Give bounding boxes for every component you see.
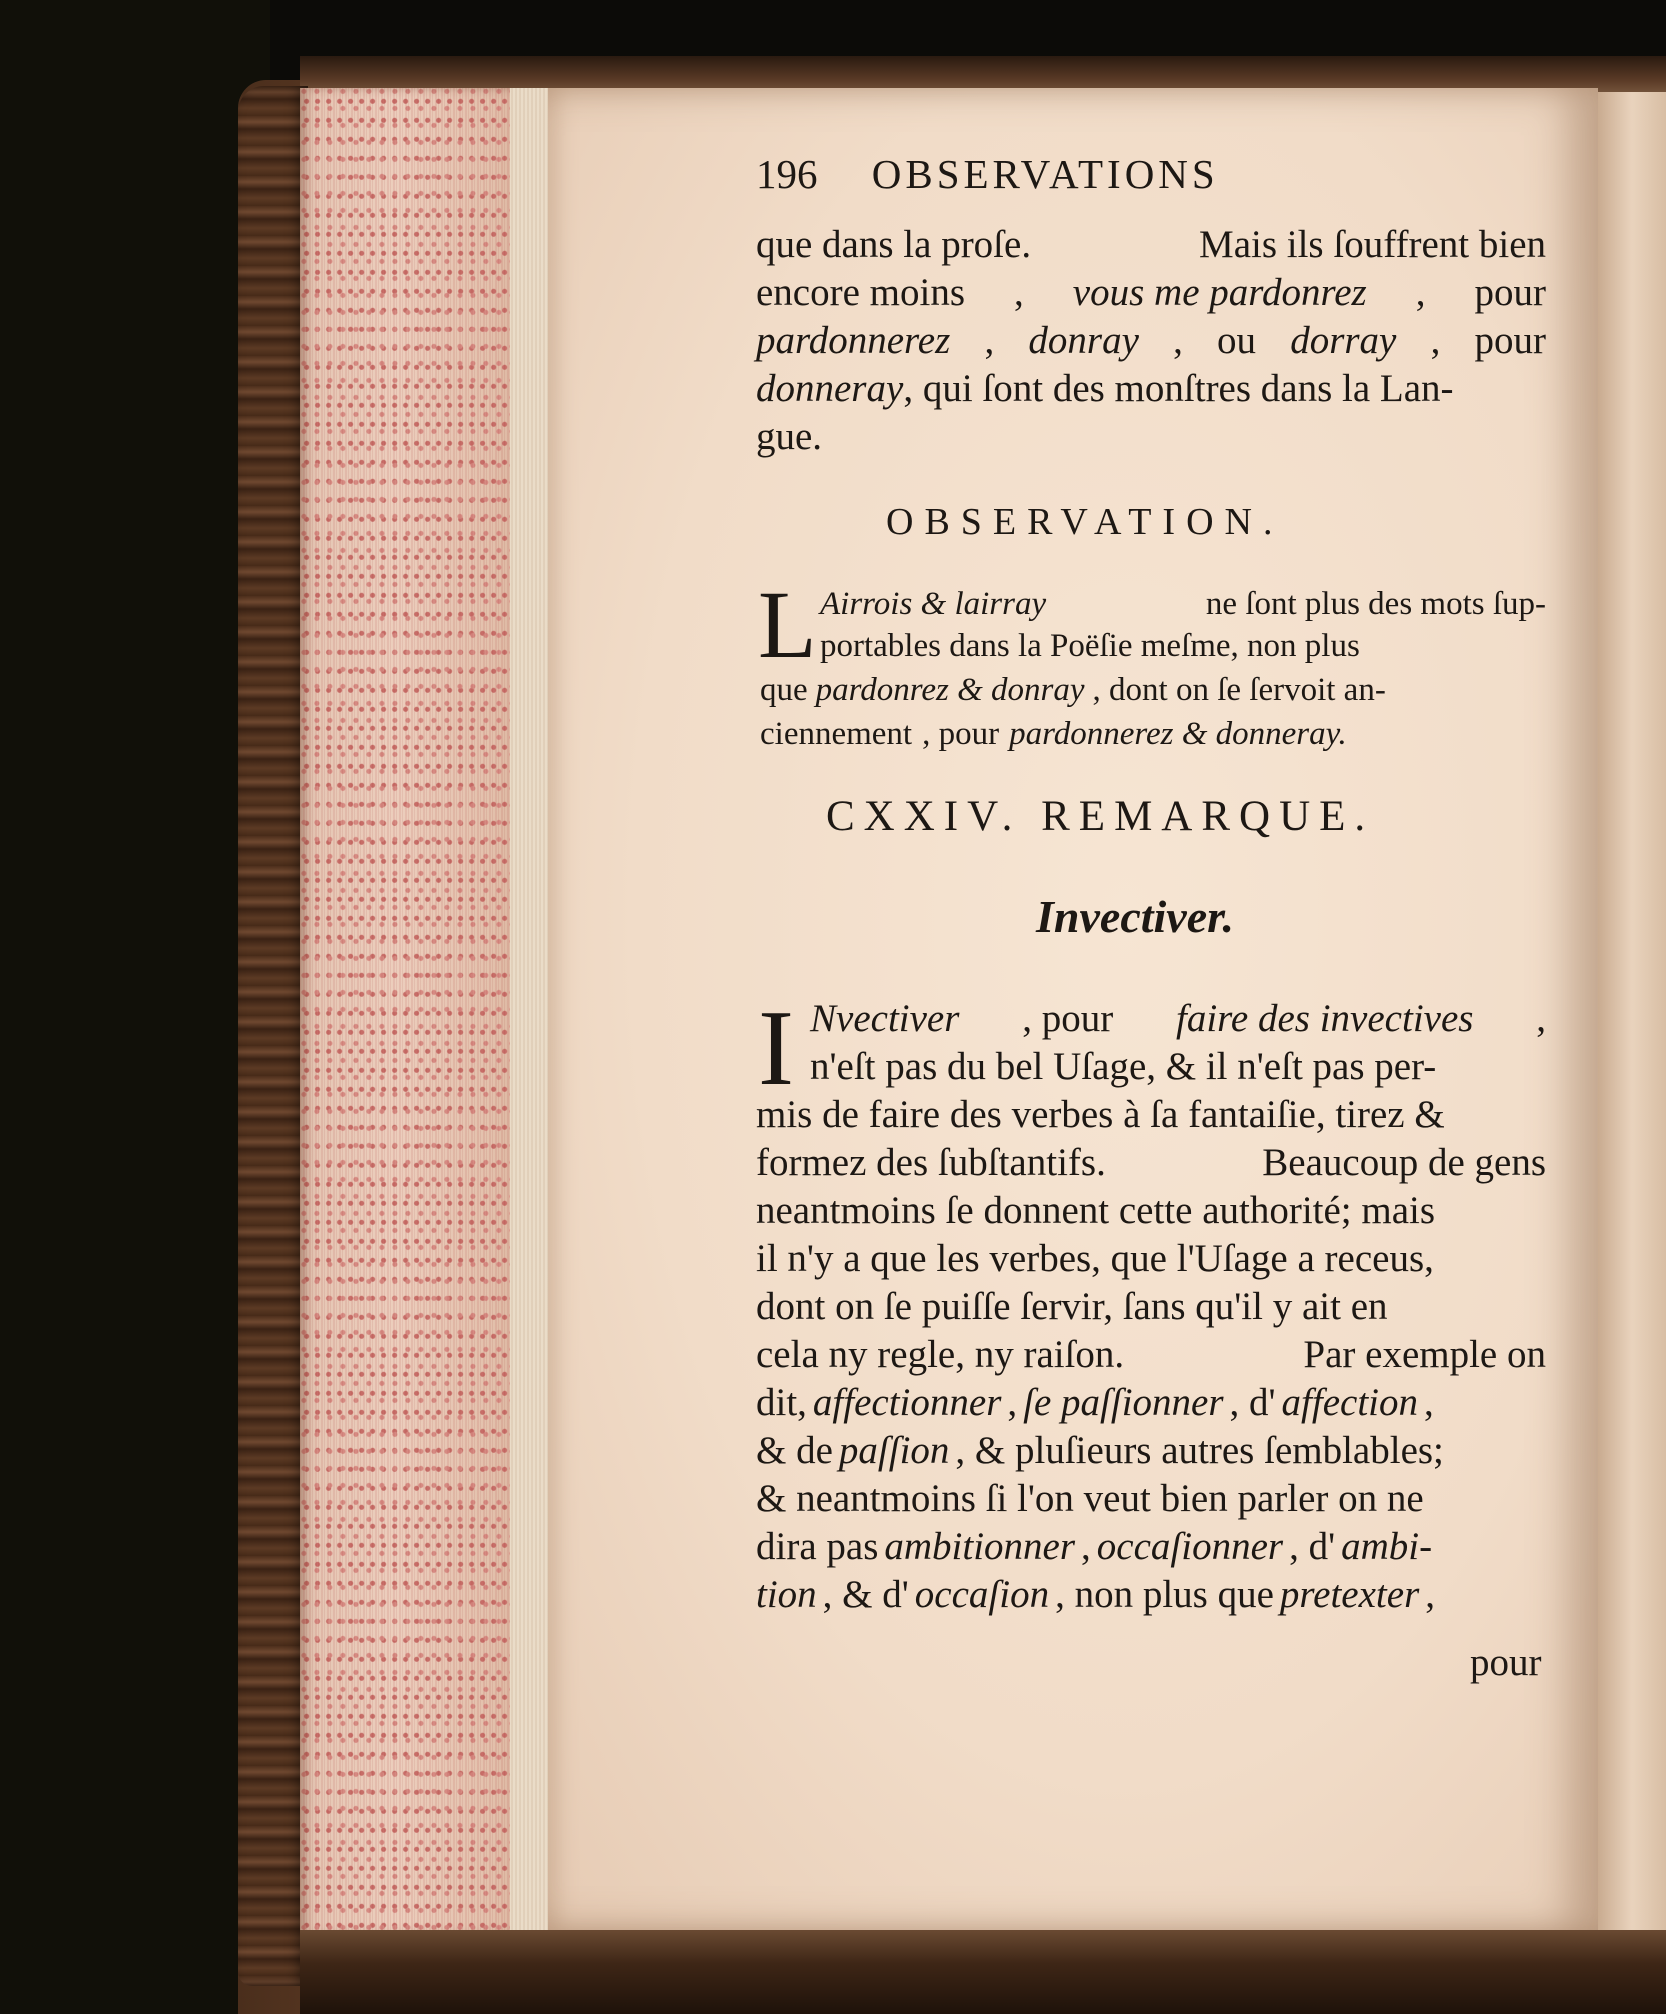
text-span: occaſionner: [1096, 1525, 1284, 1568]
book-spine: [238, 86, 308, 1986]
text-span: ambi-: [1341, 1525, 1433, 1568]
text-line: [810, 1044, 1546, 1089]
book-bottom-edge: [300, 1930, 1666, 2014]
text-span: occaſion: [914, 1573, 1050, 1616]
text-span: pretexter: [1279, 1573, 1420, 1616]
text-line: [810, 996, 1546, 1041]
text-span: ciennement: [760, 716, 913, 752]
text-span: pour: [1474, 319, 1546, 362]
text-line: [756, 1476, 1546, 1521]
text-span: pardonrez & donray: [815, 672, 1085, 708]
text-span: , pour: [922, 716, 1000, 752]
text-line: [756, 1572, 1546, 1617]
text-span: donneray: [756, 367, 904, 410]
text-line: [756, 270, 1546, 315]
text-line: [756, 1524, 1546, 1569]
text-span: paſſion: [838, 1429, 950, 1472]
text-span: neantmoins ſe donnent cette authorité; mais: [756, 1189, 1436, 1232]
drop-cap-i: I: [758, 989, 794, 1108]
text-span: affection: [1281, 1381, 1419, 1424]
catchword: pour: [1470, 1641, 1542, 1684]
page-gutter: [1598, 92, 1666, 1930]
text-span: faire des invectives: [1176, 997, 1474, 1040]
text-line: [756, 1188, 1546, 1233]
text-span: ,: [1014, 271, 1024, 314]
text-span: dorray: [1290, 319, 1397, 362]
text-span: formez des ſubſtantifs.: [756, 1141, 1106, 1184]
text-line: [756, 1236, 1546, 1281]
text-line: [756, 1380, 1546, 1425]
text-span: vous me pardonrez: [1072, 271, 1367, 314]
text-span: ,: [1536, 997, 1546, 1040]
text-span: pardonnerez & donneray.: [1009, 716, 1347, 752]
text-span: ,: [1007, 1381, 1018, 1424]
entry-word: Invectiver.: [1036, 891, 1234, 942]
drop-cap-l: L: [758, 571, 817, 678]
text-span: dit,: [756, 1381, 807, 1424]
text-span: ſe paſſionner: [1023, 1381, 1224, 1424]
text-span: & neantmoins ſi l'on veut bien parler on ne: [756, 1477, 1424, 1520]
text-span: ,: [1425, 1573, 1435, 1616]
text-line: [760, 672, 1546, 709]
text-span: gue.: [756, 415, 823, 458]
text-span: ,: [1424, 1381, 1434, 1424]
text-span: & de: [756, 1429, 833, 1472]
text-line: [756, 414, 1546, 459]
text-span: ,: [1415, 271, 1426, 314]
text-span: , d': [1229, 1381, 1276, 1424]
text-span: tion: [756, 1573, 817, 1616]
text-line: [756, 318, 1546, 363]
text-span: ne ſont plus des mots ſup-: [1205, 586, 1546, 622]
text-span: , qui ſont des monſtres dans la Lan-: [903, 367, 1454, 410]
text-line: [756, 1140, 1546, 1185]
text-span: ,: [1173, 319, 1183, 362]
text-line: [756, 1092, 1546, 1137]
text-span: Airrois & lairray: [820, 586, 1047, 622]
page-stack: [510, 88, 548, 1936]
running-title: OBSERVATIONS: [871, 151, 1219, 197]
text-span: donray: [1028, 319, 1139, 362]
text-span: cela ny regle, ny raiſon.: [756, 1333, 1125, 1376]
text-span: dont on ſe puiſſe ſervir, ſans qu'il y ait en: [756, 1285, 1388, 1328]
text-span: que dans la proſe.: [756, 223, 1032, 266]
text-line: [756, 366, 1546, 411]
text-span: il n'y a que les verbes, que l'Uſage a receus,: [756, 1237, 1434, 1280]
text-span: , non plus que: [1055, 1573, 1274, 1616]
text-line: [756, 1428, 1546, 1473]
text-span: ou: [1217, 319, 1257, 362]
observation-heading: OBSERVATION.: [886, 501, 1284, 543]
text-span: ambitionner: [884, 1525, 1076, 1568]
text-span: ,: [1081, 1525, 1091, 1568]
text-span: affectionner: [812, 1381, 1002, 1424]
text-span: , & pluſieurs autres ſemblables;: [955, 1429, 1444, 1472]
text-span: , & d': [822, 1573, 909, 1616]
text-line: [760, 716, 1546, 753]
text-span: Mais ils ſouffrent bien: [1199, 223, 1546, 266]
text-span: , dont on ſe ſervoit an-: [1092, 672, 1386, 708]
text-line: [756, 1332, 1546, 1377]
running-head: [756, 150, 1219, 198]
text-span: que: [760, 672, 808, 708]
text-span: , d': [1289, 1525, 1336, 1568]
dark-background: [0, 0, 270, 2014]
text-span: mis de faire des verbes à ſa fantaiſie, tirez &: [756, 1093, 1445, 1136]
text-span: pardonnerez: [756, 319, 951, 362]
text-span: pour: [1474, 271, 1546, 314]
text-span: Par exemple on: [1303, 1333, 1546, 1376]
text-span: portables dans la Poëſie meſme, non plus: [820, 628, 1360, 664]
remarque-heading: CXXIV. REMARQUE.: [826, 793, 1375, 840]
text-span: Nvectiver: [810, 997, 960, 1040]
text-span: dira pas: [756, 1525, 879, 1568]
text-span: encore moins: [756, 271, 966, 314]
text-line: [756, 1284, 1546, 1329]
text-span: Beaucoup de gens: [1262, 1141, 1546, 1184]
text-span: ,: [1430, 319, 1441, 362]
text-line: [756, 222, 1546, 267]
text-span: ,: [984, 319, 995, 362]
page-fore-edge: [300, 88, 540, 1936]
text-span: n'eſt pas du bel Uſage, & il n'eſt pas per-: [810, 1045, 1437, 1088]
text-span: , pour: [1022, 997, 1114, 1040]
page-number: 196: [756, 151, 818, 197]
text-line: [820, 586, 1546, 623]
text-line: [820, 628, 1546, 665]
